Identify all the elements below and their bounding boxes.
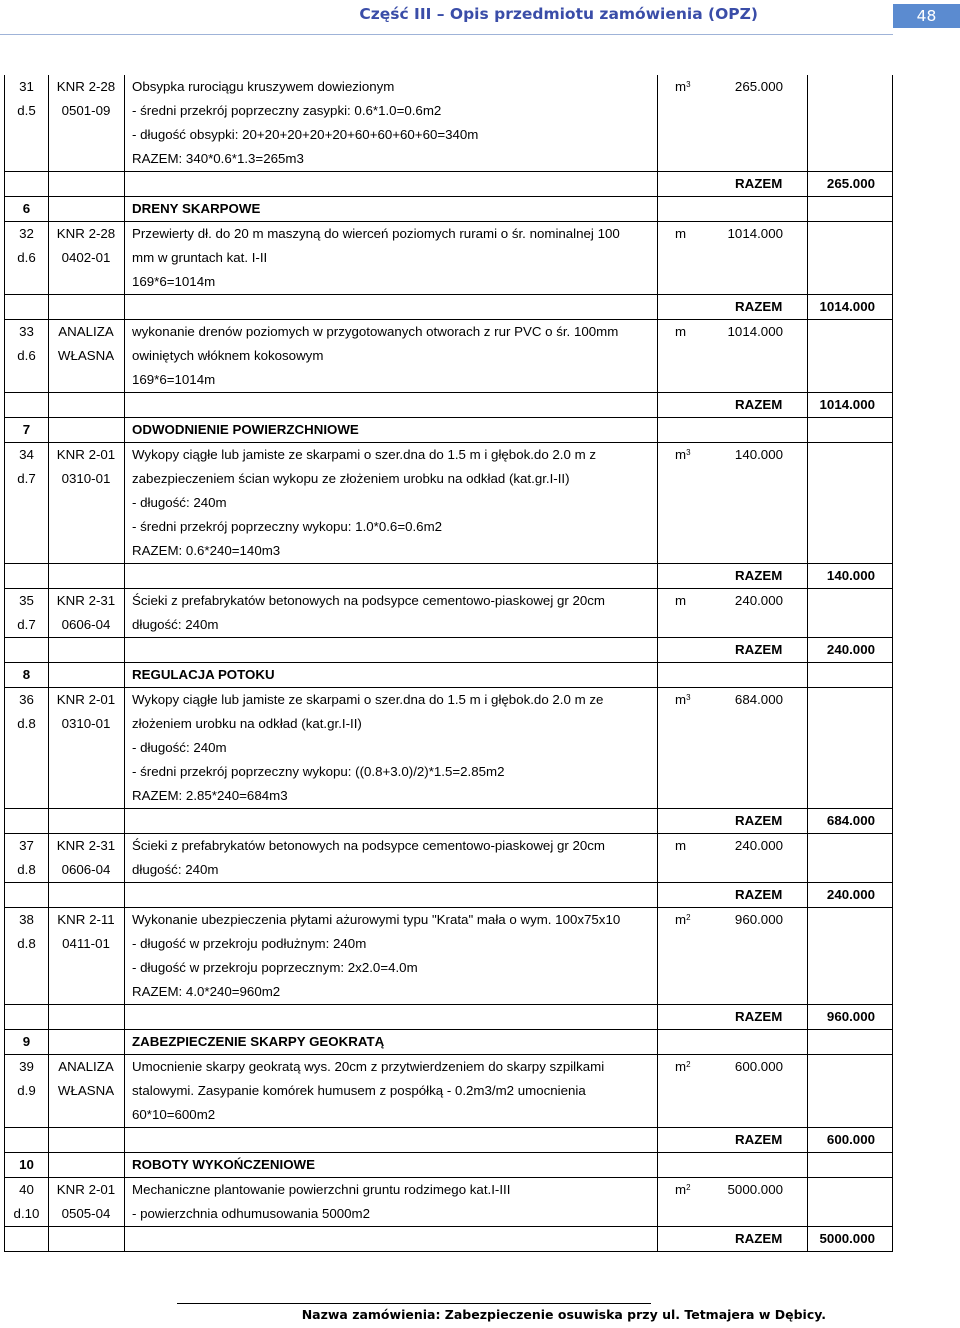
subtotal-label: RAZEM — [735, 299, 783, 314]
item-line — [5, 688, 892, 712]
item-line — [5, 246, 892, 270]
item-quantity: 240.000 — [734, 593, 783, 608]
item-line — [5, 539, 892, 563]
section-row — [5, 1152, 892, 1177]
item-code: KNR 2-31 — [56, 838, 116, 853]
section-number: 7 — [22, 422, 31, 437]
item-description-line: Wykonanie ubezpieczenia płytami ażurowymi typu "Krata" mała o wym. 100x75x10 — [132, 912, 621, 927]
subtotal-label: RAZEM — [735, 1132, 783, 1147]
item-row — [5, 907, 892, 1004]
item-description-line: - powierzchnia odhumusowania 5000m2 — [132, 1206, 371, 1221]
item-description-line: RAZEM: 340*0.6*1.3=265m3 — [132, 151, 304, 166]
section-title: ZABEZPIECZENIE SKARPY GEOKRATĄ — [132, 1034, 385, 1049]
section-row — [5, 417, 892, 442]
item-number: 32 — [19, 226, 34, 241]
item-row — [5, 833, 892, 882]
section-line — [5, 1153, 892, 1177]
section-line — [5, 197, 892, 221]
item-unit — [675, 443, 691, 467]
item-quantity: 140.000 — [734, 447, 783, 462]
item-line — [5, 956, 892, 980]
item-row — [5, 442, 892, 563]
item-line — [5, 1202, 892, 1226]
unit-base: m — [675, 1182, 687, 1197]
item-division: d.6 — [17, 348, 36, 363]
item-unit — [675, 834, 686, 858]
item-quantity: 684.000 — [734, 692, 783, 707]
unit-base: m — [675, 593, 687, 608]
unit-base: m — [675, 324, 687, 339]
subtotal-value: 960.000 — [826, 1009, 875, 1024]
item-code-suffix: WŁASNA — [57, 1083, 115, 1098]
subtotal-line — [5, 1128, 892, 1152]
item-row — [5, 687, 892, 808]
item-division: d.10 — [13, 1206, 40, 1221]
unit-exponent: 3 — [686, 693, 691, 702]
section-line — [5, 418, 892, 442]
item-line — [5, 712, 892, 736]
item-quantity: 600.000 — [734, 1059, 783, 1074]
item-line — [5, 320, 892, 344]
item-description-line: zabezpieczeniem ścian wykopu ze złożeniem urobku na odkład (kat.gr.I-II) — [132, 471, 570, 486]
subtotal-label: RAZEM — [735, 176, 783, 191]
section-number: 6 — [22, 201, 31, 216]
subtotal-row — [5, 392, 892, 417]
subtotal-row — [5, 1127, 892, 1152]
subtotal-label: RAZEM — [735, 568, 783, 583]
item-line — [5, 515, 892, 539]
item-line — [5, 443, 892, 467]
item-description-line: - długość obsypki: 20+20+20+20+20+60+60+60+60=340m — [132, 127, 479, 142]
item-code-suffix: 0411-01 — [62, 936, 110, 951]
item-description-line: - długość: 240m — [132, 495, 227, 510]
item-number: 36 — [19, 692, 34, 707]
subtotal-line — [5, 638, 892, 662]
item-line — [5, 99, 892, 123]
item-line — [5, 980, 892, 1004]
subtotal-label: RAZEM — [735, 397, 783, 412]
item-description-line: owiniętych włóknem kokosowym — [132, 348, 324, 363]
subtotal-label: RAZEM — [735, 887, 783, 902]
item-unit — [675, 1178, 691, 1202]
section-title: ROBOTY WYKOŃCZENIOWE — [132, 1157, 315, 1172]
item-line — [5, 932, 892, 956]
subtotal-row — [5, 171, 892, 196]
item-line — [5, 344, 892, 368]
item-description-line: 169*6=1014m — [132, 372, 216, 387]
item-quantity: 5000.000 — [727, 1182, 783, 1197]
item-division: d.8 — [17, 936, 36, 951]
item-code: ANALIZA — [58, 324, 114, 339]
page-number-badge: 48 — [893, 4, 960, 28]
subtotal-value: 600.000 — [826, 1132, 875, 1147]
unit-base: m — [675, 912, 687, 927]
item-description-line: RAZEM: 4.0*240=960m2 — [132, 984, 281, 999]
unit-base: m — [675, 692, 687, 707]
subtotal-value: 265.000 — [826, 176, 875, 191]
item-line — [5, 784, 892, 808]
subtotal-label: RAZEM — [735, 1009, 783, 1024]
subtotal-line — [5, 393, 892, 417]
subtotal-line — [5, 1227, 892, 1251]
item-code-suffix: 0402-01 — [61, 250, 111, 265]
subtotal-value: 1014.000 — [819, 397, 875, 412]
item-code-suffix: WŁASNA — [57, 348, 115, 363]
item-description-line: - długość w przekroju podłużnym: 240m — [132, 936, 367, 951]
header-divider — [0, 34, 893, 35]
item-line — [5, 491, 892, 515]
unit-base: m — [675, 447, 687, 462]
subtotal-value: 140.000 — [826, 568, 875, 583]
item-division: d.7 — [17, 471, 36, 486]
subtotal-label: RAZEM — [735, 642, 783, 657]
item-code: KNR 2-11 — [57, 912, 115, 927]
item-number: 39 — [19, 1059, 34, 1074]
item-number: 35 — [19, 593, 34, 608]
item-division: d.9 — [17, 1083, 36, 1098]
subtotal-label: RAZEM — [735, 1231, 783, 1246]
item-line — [5, 1055, 892, 1079]
item-line — [5, 75, 892, 99]
item-number: 37 — [19, 838, 34, 853]
section-number: 9 — [22, 1034, 31, 1049]
subtotal-label: RAZEM — [735, 813, 783, 828]
subtotal-row — [5, 294, 892, 319]
unit-exponent: 2 — [686, 1060, 691, 1069]
section-number: 10 — [19, 1157, 34, 1172]
item-line — [5, 858, 892, 882]
item-description-line: - długość w przekroju poprzecznym: 2x2.0=4.0m — [132, 960, 418, 975]
subtotal-row — [5, 1004, 892, 1029]
cost-estimate-table — [4, 75, 893, 1252]
subtotal-line — [5, 564, 892, 588]
subtotal-row — [5, 563, 892, 588]
subtotal-row — [5, 808, 892, 833]
item-line — [5, 270, 892, 294]
document-header-title: Część III – Opis przedmiotu zamówienia (OPZ) — [359, 5, 758, 23]
subtotal-line — [5, 295, 892, 319]
item-unit — [675, 688, 691, 712]
subtotal-value: 240.000 — [826, 887, 875, 902]
item-description-line: Wykopy ciągłe lub jamiste ze skarpami o szer.dna do 1.5 m i głębok.do 2.0 m ze — [132, 692, 604, 707]
item-line — [5, 147, 892, 171]
item-description-line: długość: 240m — [132, 617, 219, 632]
item-quantity: 265.000 — [734, 79, 783, 94]
section-title: REGULACJA POTOKU — [132, 667, 275, 682]
item-row — [5, 1054, 892, 1127]
item-row — [5, 588, 892, 637]
unit-exponent: 3 — [686, 448, 691, 457]
item-unit — [675, 222, 686, 246]
subtotal-value: 240.000 — [826, 642, 875, 657]
item-code: KNR 2-01 — [56, 447, 116, 462]
item-number: 33 — [19, 324, 34, 339]
item-unit — [675, 320, 686, 344]
section-title: DRENY SKARPOWE — [132, 201, 261, 216]
item-code: KNR 2-28 — [56, 226, 116, 241]
item-code-suffix: 0606-04 — [61, 862, 111, 877]
subtotal-value: 684.000 — [826, 813, 875, 828]
item-quantity: 1014.000 — [727, 226, 783, 241]
item-description-line: mm w gruntach kat. I-II — [132, 250, 268, 265]
item-description-line: stalowymi. Zasypanie komórek humusem z pospółką - 0.2m3/m2 umocnienia — [132, 1083, 586, 1098]
unit-base: m — [675, 1059, 687, 1074]
section-number: 8 — [22, 667, 31, 682]
item-division: d.6 — [17, 250, 36, 265]
item-division: d.7 — [17, 617, 36, 632]
unit-exponent: 3 — [686, 80, 691, 89]
item-quantity: 1014.000 — [727, 324, 783, 339]
item-description-line: długość: 240m — [132, 862, 219, 877]
item-description-line: Obsypka rurociągu kruszywem dowiezionym — [132, 79, 395, 94]
section-line — [5, 663, 892, 687]
item-code: KNR 2-31 — [56, 593, 116, 608]
item-description-line: złożeniem urobku na odkład (kat.gr.I-II) — [132, 716, 362, 731]
item-number: 31 — [19, 79, 34, 94]
subtotal-row — [5, 637, 892, 662]
item-code: KNR 2-01 — [56, 1182, 116, 1197]
item-division: d.8 — [17, 862, 36, 877]
section-title: ODWODNIENIE POWIERZCHNIOWE — [132, 422, 359, 437]
section-row — [5, 196, 892, 221]
unit-exponent: 2 — [686, 1183, 691, 1192]
item-row — [5, 319, 892, 392]
unit-exponent: 2 — [686, 913, 691, 922]
item-line — [5, 1103, 892, 1127]
item-description-line: Mechaniczne plantowanie powierzchni gruntu rodzimego kat.I-III — [132, 1182, 511, 1197]
item-code: ANALIZA — [58, 1059, 114, 1074]
item-division: d.8 — [17, 716, 36, 731]
item-description-line: 60*10=600m2 — [132, 1107, 216, 1122]
item-description-line: Ścieki z prefabrykatów betonowych na podsypce cementowo-piaskowej gr 20cm — [132, 593, 606, 608]
item-line — [5, 1079, 892, 1103]
item-line — [5, 613, 892, 637]
item-row — [5, 75, 892, 171]
item-description-line: - średni przekrój poprzeczny wykopu: ((0.8+3.0)/2)*1.5=2.85m2 — [132, 764, 505, 779]
subtotal-line — [5, 1005, 892, 1029]
section-row — [5, 1029, 892, 1054]
item-code-suffix: 0310-01 — [61, 716, 111, 731]
item-quantity: 240.000 — [734, 838, 783, 853]
item-number: 40 — [19, 1182, 34, 1197]
item-code-suffix: 0501-09 — [61, 103, 111, 118]
item-line — [5, 467, 892, 491]
item-unit — [675, 908, 691, 932]
item-line — [5, 222, 892, 246]
item-description-line: - średni przekrój poprzeczny zasypki: 0.6*1.0=0.6m2 — [132, 103, 442, 118]
section-line — [5, 1030, 892, 1054]
item-description-line: RAZEM: 0.6*240=140m3 — [132, 543, 281, 558]
item-line — [5, 123, 892, 147]
item-description-line: wykonanie drenów poziomych w przygotowanych otworach z rur PVC o śr. 100mm — [132, 324, 619, 339]
item-code: KNR 2-28 — [56, 79, 116, 94]
item-number: 38 — [19, 912, 34, 927]
item-quantity: 960.000 — [734, 912, 783, 927]
subtotal-line — [5, 172, 892, 196]
item-description-line: 169*6=1014m — [132, 274, 216, 289]
subtotal-line — [5, 809, 892, 833]
item-unit — [675, 75, 691, 99]
item-code-suffix: 0505-04 — [61, 1206, 111, 1221]
item-unit — [675, 589, 686, 613]
item-code: KNR 2-01 — [56, 692, 116, 707]
subtotal-row — [5, 882, 892, 907]
unit-base: m — [675, 838, 687, 853]
section-row — [5, 662, 892, 687]
item-line — [5, 760, 892, 784]
document-footer: Nazwa zamówienia: Zabezpieczenie osuwiska przy ul. Tetmajera w Dębicy. — [301, 1307, 826, 1322]
item-code-suffix: 0310-01 — [61, 471, 111, 486]
item-line — [5, 736, 892, 760]
subtotal-value: 5000.000 — [819, 1231, 875, 1246]
item-number: 34 — [19, 447, 34, 462]
item-unit — [675, 1055, 691, 1079]
item-description-line: - średni przekrój poprzeczny wykopu: 1.0*0.6=0.6m2 — [132, 519, 443, 534]
subtotal-value: 1014.000 — [819, 299, 875, 314]
unit-base: m — [675, 226, 687, 241]
item-line — [5, 589, 892, 613]
item-division: d.5 — [17, 103, 36, 118]
item-line — [5, 368, 892, 392]
item-row — [5, 1177, 892, 1226]
unit-base: m — [675, 79, 687, 94]
item-code-suffix: 0606-04 — [61, 617, 111, 632]
item-description-line: Ścieki z prefabrykatów betonowych na podsypce cementowo-piaskowej gr 20cm — [132, 838, 606, 853]
item-line — [5, 1178, 892, 1202]
item-line — [5, 908, 892, 932]
item-description-line: RAZEM: 2.85*240=684m3 — [132, 788, 288, 803]
subtotal-row — [5, 1226, 892, 1251]
item-description-line: Umocnienie skarpy geokratą wys. 20cm z przytwierdzeniem do skarpy szpilkami — [132, 1059, 605, 1074]
item-description-line: - długość: 240m — [132, 740, 227, 755]
item-row — [5, 221, 892, 294]
item-description-line: Wykopy ciągłe lub jamiste ze skarpami o szer.dna do 1.5 m i głębok.do 2.0 m z — [132, 447, 597, 462]
footer-divider — [177, 1303, 651, 1304]
subtotal-line — [5, 883, 892, 907]
item-description-line: Przewierty dł. do 20 m maszyną do wierceń poziomych rurami o śr. nominalnej 100 — [132, 226, 620, 241]
item-line — [5, 834, 892, 858]
